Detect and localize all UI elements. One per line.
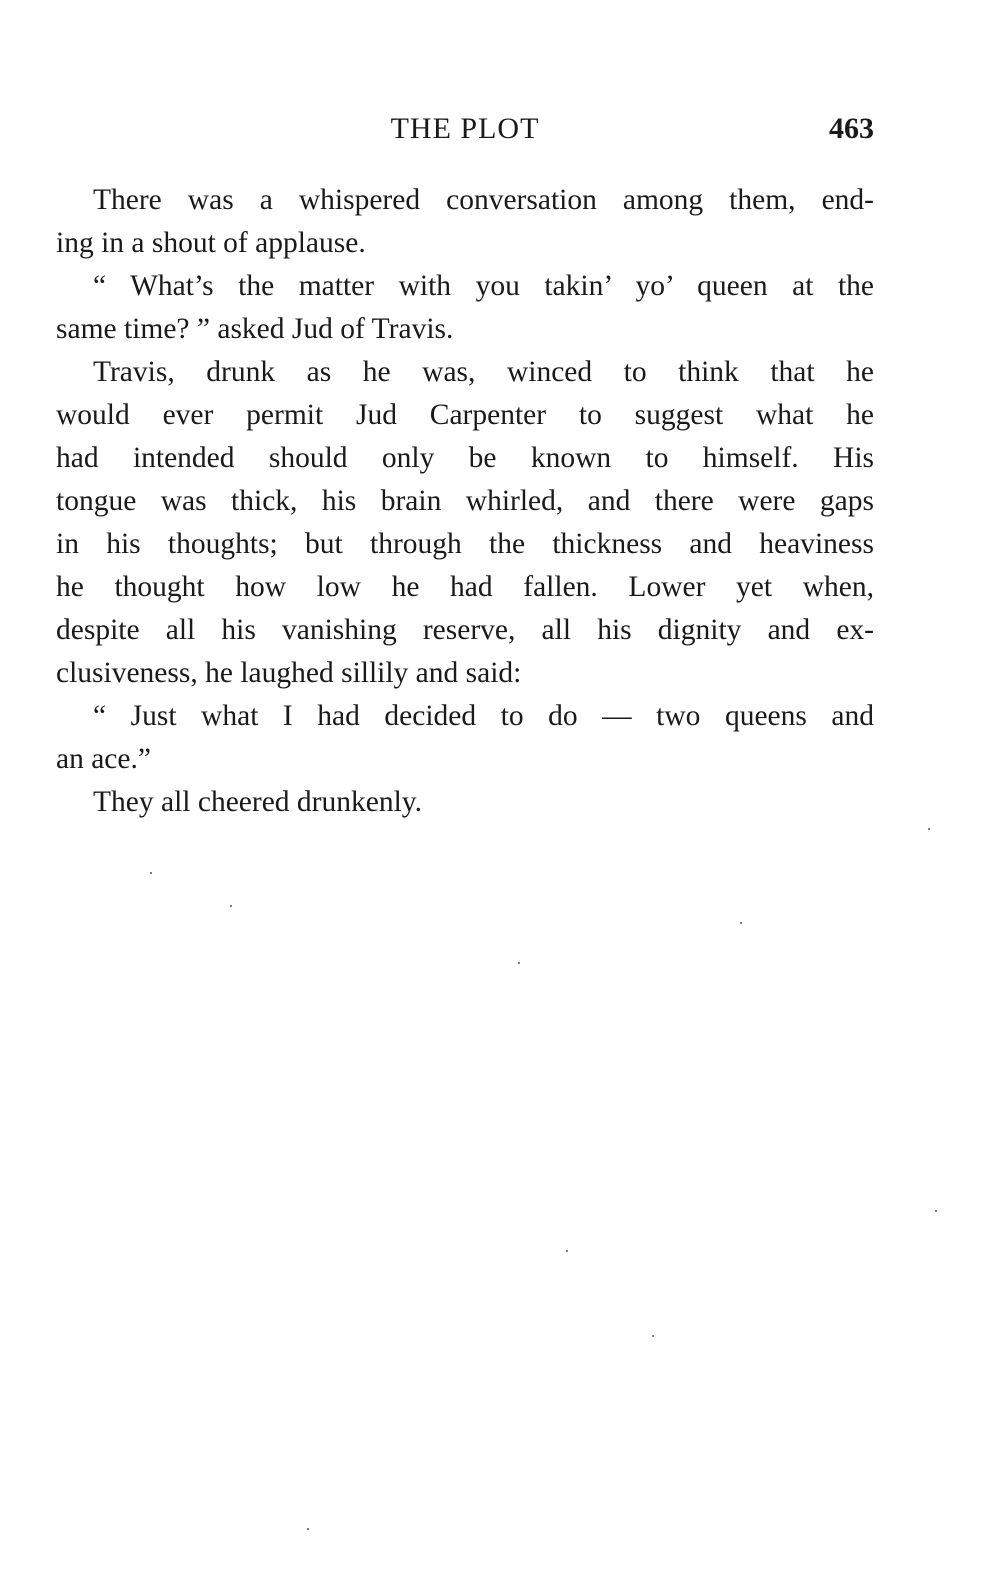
page-number: 463: [829, 112, 874, 145]
running-head: THE PLOT: [390, 112, 540, 145]
scan-speck: [928, 828, 930, 830]
body-text: [56, 179, 874, 824]
text-line: tongue was thick, his brain whirled, and there were gaps: [56, 485, 874, 517]
scan-speck: [307, 1528, 309, 1530]
paragraph-1: [56, 179, 874, 265]
paragraph-2: [56, 265, 874, 351]
text-line: had intended should only be known to himself. His: [56, 442, 874, 474]
scan-speck: [935, 1210, 937, 1212]
paragraph-3: [56, 351, 874, 695]
text-line: in his thoughts; but through the thickness and heaviness: [56, 528, 874, 560]
text-line: would ever permit Jud Carpenter to suggest what he: [56, 399, 874, 431]
text-line: They all cheered drunkenly.: [93, 786, 422, 818]
page-header: [56, 112, 874, 156]
text-line: There was a whispered conversation among them, end-: [93, 184, 874, 216]
scan-speck: [230, 905, 232, 907]
text-line: ing in a shout of applause.: [56, 227, 366, 259]
text-line: he thought how low he had fallen. Lower yet when,: [56, 571, 874, 603]
text-line: an ace.”: [56, 743, 151, 775]
scan-speck: [150, 872, 152, 874]
text-line: Travis, drunk as he was, winced to think that he: [93, 356, 874, 388]
text-line: “ Just what I had decided to do — two queens and: [93, 700, 874, 732]
text-line: “ What’s the matter with you takin’ yo’ queen at the: [93, 270, 874, 302]
scan-speck: [518, 962, 520, 964]
text-line: despite all his vanishing reserve, all his dignity and ex-: [56, 614, 874, 646]
paragraph-4: [56, 695, 874, 781]
scan-speck: [652, 1335, 654, 1337]
scan-speck: [740, 922, 742, 924]
scan-speck: [566, 1250, 568, 1252]
text-line: same time? ” asked Jud of Travis.: [56, 313, 454, 345]
text-line: clusiveness, he laughed sillily and said:: [56, 657, 522, 689]
paragraph-5: [56, 781, 874, 824]
